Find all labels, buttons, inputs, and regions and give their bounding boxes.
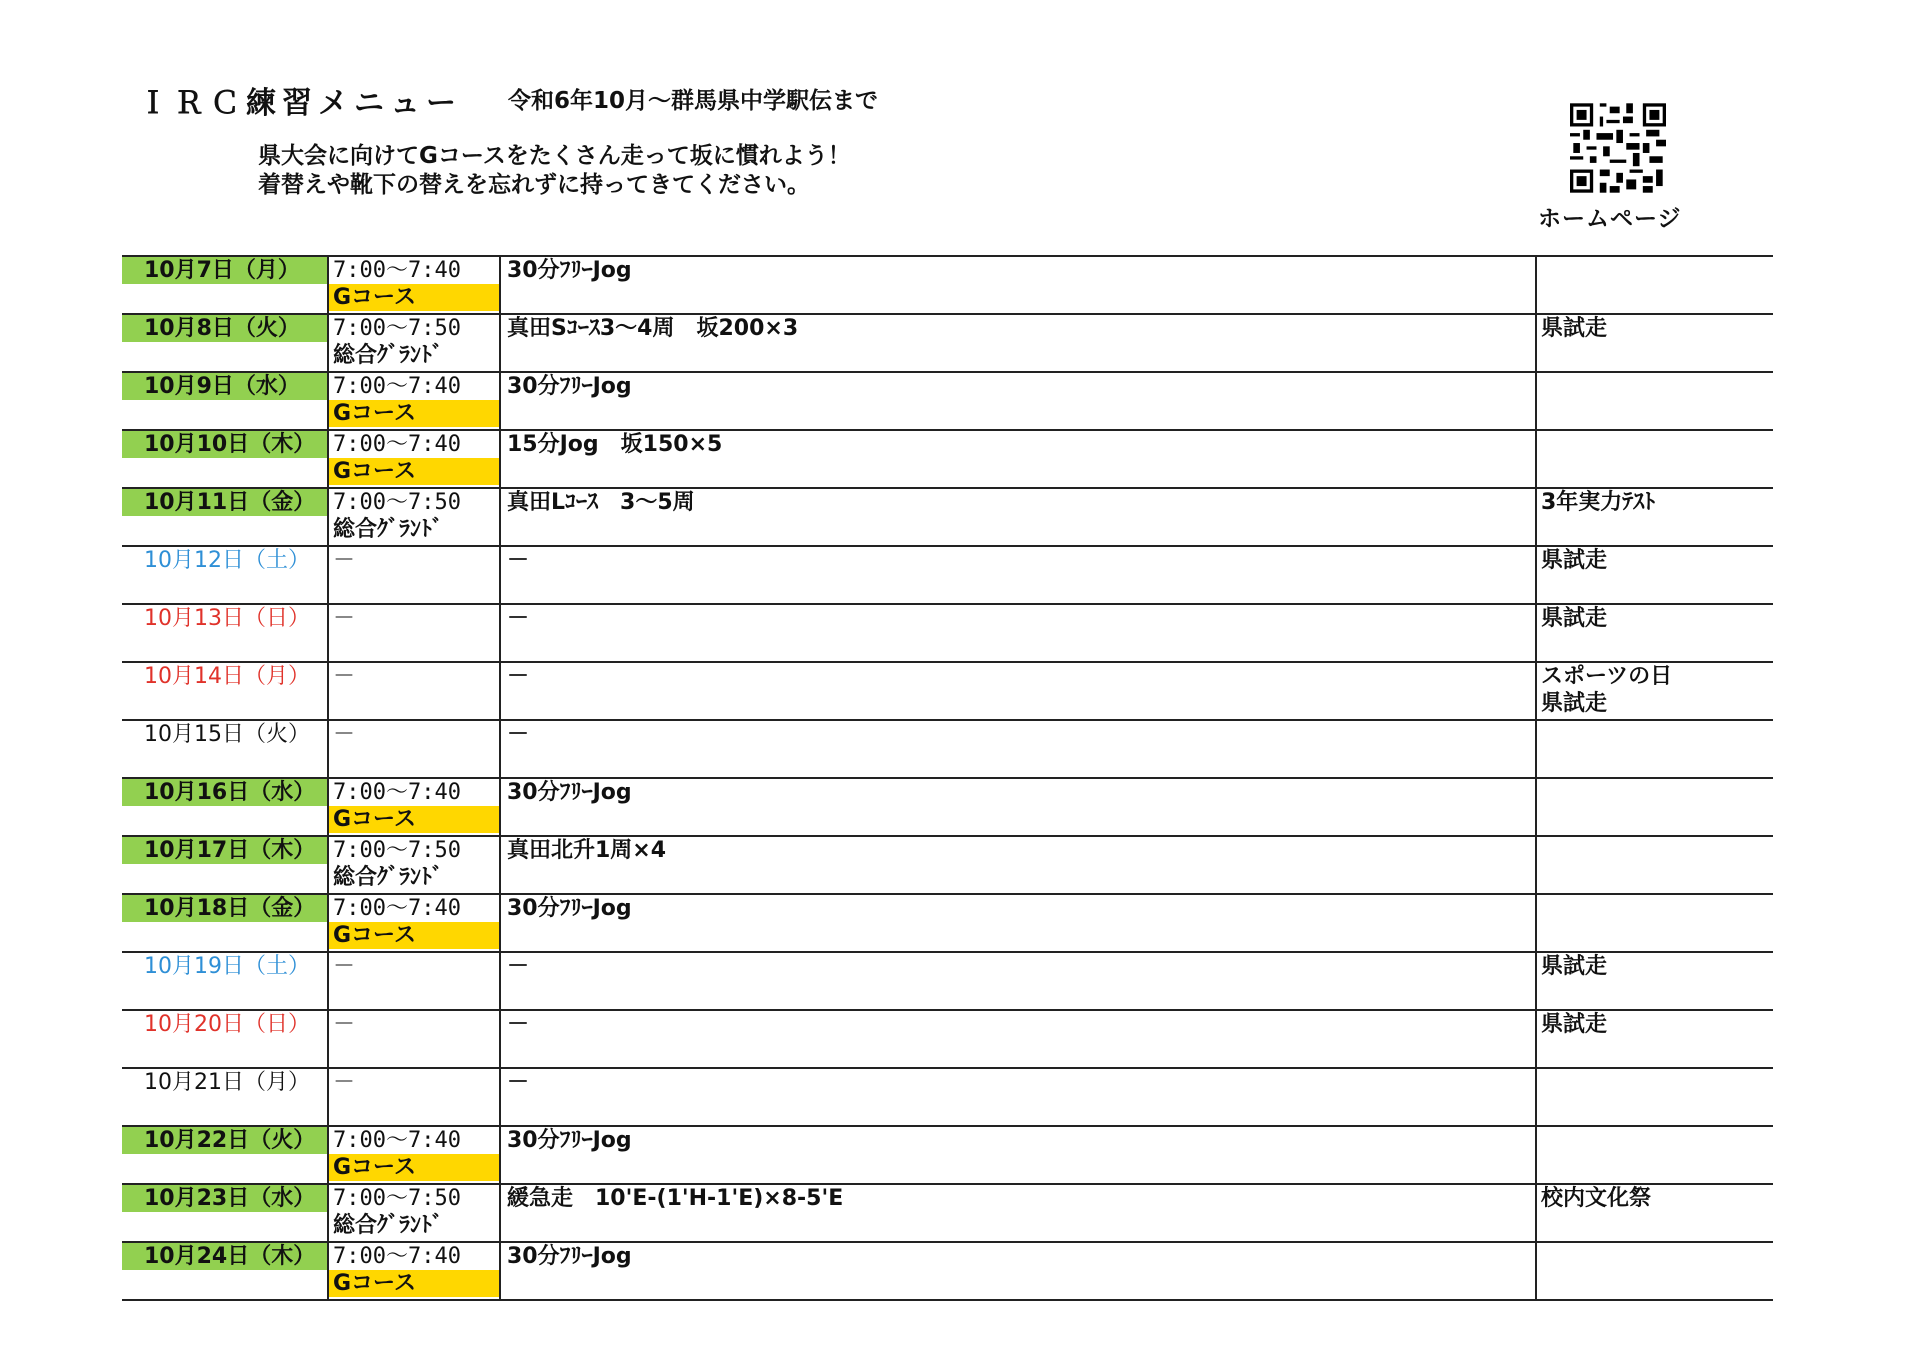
table-row	[122, 256, 1773, 314]
date-cell	[122, 836, 328, 894]
menu-text: －	[507, 722, 530, 747]
time-cell	[328, 604, 500, 662]
time-cell	[328, 314, 500, 372]
date-cell	[122, 1068, 328, 1126]
time-cell	[328, 546, 500, 604]
time-cell	[328, 778, 500, 836]
time-text: 7:00～7:40	[333, 374, 461, 399]
menu-cell	[500, 1242, 1536, 1300]
menu-text: 30分ﾌﾘｰJog	[507, 1128, 632, 1153]
menu-text: 15分Jog 坂150×5	[507, 432, 723, 457]
table-row	[122, 1126, 1773, 1184]
table-row	[122, 430, 1773, 488]
menu-text: 真田Lｺｰｽ 3～5周	[507, 490, 695, 515]
note-cell	[1536, 1242, 1773, 1300]
time-text: 7:00～7:40	[333, 432, 461, 457]
menu-text: 緩急走 10'E-(1'H-1'E)×8-5'E	[507, 1186, 844, 1211]
location-text: 総合ｸﾞﾗﾝﾄﾞ	[333, 517, 444, 542]
time-text: －	[333, 606, 356, 631]
note-cell	[1536, 1126, 1773, 1184]
note-text: 県試走	[1541, 606, 1608, 631]
table-row	[122, 720, 1773, 778]
date-cell	[122, 952, 328, 1010]
menu-cell	[500, 488, 1536, 546]
time-text: －	[333, 1070, 356, 1095]
menu-cell	[500, 778, 1536, 836]
table-row	[122, 1184, 1773, 1242]
menu-text: －	[507, 548, 530, 573]
note-text: 3年実力ﾃｽﾄ	[1541, 490, 1656, 515]
menu-text: －	[507, 1012, 530, 1037]
time-text: －	[333, 1012, 356, 1037]
note-text: 県試走	[1541, 954, 1608, 979]
page-title: ＩＲＣ練習メニュー	[138, 86, 462, 121]
homepage-label: ホームページ	[1538, 206, 1682, 232]
time-text: 7:00～7:40	[333, 896, 461, 921]
menu-text: 真田Sｺｰｽ3～4周 坂200×3	[507, 316, 799, 341]
note-cell	[1536, 372, 1773, 430]
date-label: 10月23日（水）	[122, 1185, 327, 1212]
notes-block	[258, 142, 851, 200]
menu-text: 30分ﾌﾘｰJog	[507, 258, 632, 283]
table-row	[122, 314, 1773, 372]
menu-cell	[500, 604, 1536, 662]
table-row	[122, 778, 1773, 836]
time-text: －	[333, 664, 356, 689]
table-row	[122, 1068, 1773, 1126]
time-cell	[328, 720, 500, 778]
time-cell	[328, 894, 500, 952]
date-label: 10月13日（日）	[144, 606, 310, 631]
table-row	[122, 1242, 1773, 1300]
table-row	[122, 372, 1773, 430]
time-cell	[328, 372, 500, 430]
location-text: 総合ｸﾞﾗﾝﾄﾞ	[333, 1213, 444, 1238]
date-label: 10月22日（火）	[122, 1127, 327, 1154]
note-line-1: 県大会に向けてGコースをたくさん走って坂に慣れよう！	[258, 143, 851, 169]
time-cell	[328, 952, 500, 1010]
menu-cell	[500, 546, 1536, 604]
note-cell	[1536, 662, 1773, 720]
schedule-body	[122, 256, 1773, 1300]
date-label: 10月19日（土）	[144, 954, 310, 979]
note-text: 県試走	[1541, 316, 1608, 341]
date-cell	[122, 430, 328, 488]
location-text: Gコース	[329, 458, 499, 485]
menu-text: 真田北升1周×4	[507, 838, 667, 863]
time-text: －	[333, 954, 356, 979]
location-text: Gコース	[329, 400, 499, 427]
time-text: 7:00～7:40	[333, 258, 461, 283]
date-label: 10月21日（月）	[144, 1070, 310, 1095]
date-cell	[122, 1184, 328, 1242]
date-cell	[122, 1242, 328, 1300]
time-cell	[328, 430, 500, 488]
time-cell	[328, 1242, 500, 1300]
time-text: 7:00～7:40	[333, 1128, 461, 1153]
time-cell	[328, 1010, 500, 1068]
note-text: 校内文化祭	[1541, 1186, 1652, 1211]
location-text: 総合ｸﾞﾗﾝﾄﾞ	[333, 343, 444, 368]
time-cell	[328, 662, 500, 720]
menu-cell	[500, 1068, 1536, 1126]
date-label: 10月12日（土）	[144, 548, 310, 573]
date-cell	[122, 546, 328, 604]
note-cell	[1536, 314, 1773, 372]
date-cell	[122, 720, 328, 778]
note-cell	[1536, 430, 1773, 488]
menu-cell	[500, 952, 1536, 1010]
menu-cell	[500, 1010, 1536, 1068]
note-cell	[1536, 488, 1773, 546]
note-cell	[1536, 894, 1773, 952]
location-text: Gコース	[329, 1270, 499, 1297]
location-text: Gコース	[329, 1154, 499, 1181]
table-row	[122, 1010, 1773, 1068]
menu-cell	[500, 1126, 1536, 1184]
note-cell	[1536, 1010, 1773, 1068]
menu-cell	[500, 372, 1536, 430]
date-label: 10月20日（日）	[144, 1012, 310, 1037]
date-label: 10月15日（火）	[144, 722, 310, 747]
menu-cell	[500, 662, 1536, 720]
note-cell	[1536, 604, 1773, 662]
time-text: －	[333, 548, 356, 573]
note-cell	[1536, 1068, 1773, 1126]
menu-text: 30分ﾌﾘｰJog	[507, 780, 632, 805]
menu-cell	[500, 314, 1536, 372]
date-cell	[122, 662, 328, 720]
table-row	[122, 662, 1773, 720]
time-text: 7:00～7:40	[333, 780, 461, 805]
time-cell	[328, 1126, 500, 1184]
time-text: 7:00～7:50	[333, 838, 461, 863]
note-cell	[1536, 952, 1773, 1010]
date-cell	[122, 1010, 328, 1068]
table-row	[122, 836, 1773, 894]
time-cell	[328, 1184, 500, 1242]
menu-cell	[500, 720, 1536, 778]
note-cell	[1536, 256, 1773, 314]
note-text: スポーツの日 県試走	[1541, 664, 1673, 716]
note-cell	[1536, 778, 1773, 836]
time-text: －	[333, 722, 356, 747]
date-label: 10月7日（月）	[122, 257, 327, 284]
date-cell	[122, 604, 328, 662]
date-label: 10月14日（月）	[144, 664, 310, 689]
note-cell	[1536, 720, 1773, 778]
time-text: 7:00～7:40	[333, 1244, 461, 1269]
date-cell	[122, 488, 328, 546]
date-label: 10月17日（木）	[122, 837, 327, 864]
menu-cell	[500, 256, 1536, 314]
menu-text: －	[507, 954, 530, 979]
table-row	[122, 894, 1773, 952]
location-text: Gコース	[329, 284, 499, 311]
menu-text: －	[507, 606, 530, 631]
menu-cell	[500, 430, 1536, 488]
time-cell	[328, 836, 500, 894]
note-line-2: 着替えや靴下の替えを忘れずに持ってきてください。	[258, 172, 810, 198]
table-row	[122, 952, 1773, 1010]
menu-cell	[500, 894, 1536, 952]
date-cell	[122, 372, 328, 430]
table-row	[122, 604, 1773, 662]
date-cell	[122, 894, 328, 952]
date-label: 10月16日（水）	[122, 779, 327, 806]
menu-cell	[500, 836, 1536, 894]
note-text: 県試走	[1541, 1012, 1608, 1037]
date-label: 10月8日（火）	[122, 315, 327, 342]
menu-text: －	[507, 664, 530, 689]
period-subtitle: 令和6年10月～群馬県中学駅伝まで	[508, 88, 879, 114]
date-label: 10月18日（金）	[122, 895, 327, 922]
date-cell	[122, 1126, 328, 1184]
time-cell	[328, 256, 500, 314]
note-cell	[1536, 1184, 1773, 1242]
location-text: Gコース	[329, 806, 499, 833]
table-row	[122, 546, 1773, 604]
date-cell	[122, 314, 328, 372]
menu-text: 30分ﾌﾘｰJog	[507, 374, 632, 399]
date-label: 10月11日（金）	[122, 489, 327, 516]
date-cell	[122, 778, 328, 836]
date-cell	[122, 256, 328, 314]
time-cell	[328, 1068, 500, 1126]
location-text: Gコース	[329, 922, 499, 949]
note-cell	[1536, 836, 1773, 894]
menu-text: 30分ﾌﾘｰJog	[507, 1244, 632, 1269]
time-text: 7:00～7:50	[333, 316, 461, 341]
date-label: 10月10日（木）	[122, 431, 327, 458]
menu-text: －	[507, 1070, 530, 1095]
qr-code-icon[interactable]	[1570, 103, 1666, 193]
time-cell	[328, 488, 500, 546]
menu-text: 30分ﾌﾘｰJog	[507, 896, 632, 921]
note-text: 県試走	[1541, 548, 1608, 573]
time-text: 7:00～7:50	[333, 490, 461, 515]
table-row	[122, 488, 1773, 546]
date-label: 10月9日（水）	[122, 373, 327, 400]
location-text: 総合ｸﾞﾗﾝﾄﾞ	[333, 865, 444, 890]
time-text: 7:00～7:50	[333, 1186, 461, 1211]
date-label: 10月24日（木）	[122, 1243, 327, 1270]
schedule-table	[122, 255, 1773, 1301]
menu-cell	[500, 1184, 1536, 1242]
note-cell	[1536, 546, 1773, 604]
